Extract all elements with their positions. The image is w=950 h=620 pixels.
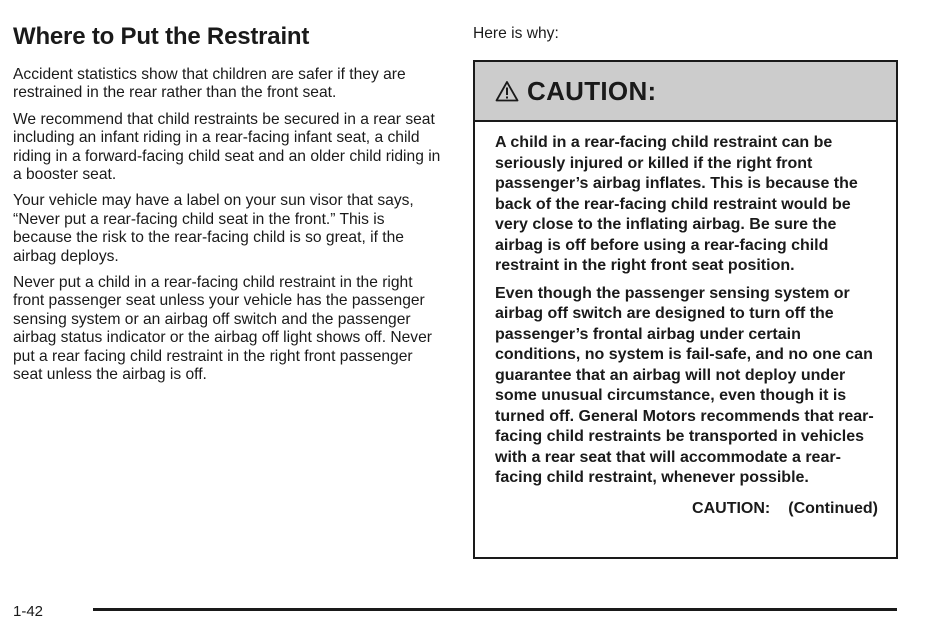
body-paragraph: We recommend that child restraints be secured in a rear seat including an infant riding in a rear-facing infant seat, a child riding in a forward-facing child seat and an older child riding in a booster seat.: [13, 110, 441, 184]
caution-continued-label: CAUTION:: [692, 499, 771, 517]
caution-title: CAUTION:: [527, 75, 657, 106]
warning-triangle-icon: [495, 80, 519, 102]
caution-continued-note: (Continued): [788, 499, 878, 517]
page-number: 1-42: [13, 603, 44, 620]
caution-continued: [495, 499, 878, 519]
caution-box: [473, 60, 898, 559]
footer-divider: [93, 608, 897, 611]
body-paragraph: Never put a child in a rear-facing child restraint in the right front passenger seat unless your vehicle has the passenger sensing system or an airbag off switch and the passenger airbag status indicator or the airbag off light shows off. Never put a rear facing child restraint in the right front passenger seat unless the airbag is off.: [13, 274, 432, 384]
right-intro-text: Here is why:: [473, 25, 559, 42]
caution-paragraph: A child in a rear-facing child restraint can be seriously injured or killed if the right front passenger’s airbag inflates. This is because the back of the rear-facing child restraint would be very close to the inflating airbag. Be sure the airbag is off before using a rear-facing child restraint in the right front seat position.: [495, 134, 858, 274]
body-paragraph: Accident statistics show that children are safer if they are restrained in the rear rather than the front seat.: [13, 66, 406, 102]
left-column: [13, 22, 445, 393]
page-title: Where to Put the Restraint: [13, 23, 310, 50]
caution-body: [475, 122, 896, 519]
caution-paragraph: Even though the passenger sensing system or airbag off switch are designed to turn off the passenger’s frontal airbag under certain conditions, no system is fail-safe, and no one can guarantee that an airbag will not deploy under some unusual circumstance, even though it is turned off. General Motors recommends that rear-facing child restraints be transported in vehicles with a rear seat that will accommodate a rear-facing child restraint, whenever possible.: [495, 284, 874, 486]
caution-header: [475, 62, 896, 122]
body-paragraph: Your vehicle may have a label on your sun visor that says, “Never put a rear-facing child seat in the front.” This is because the risk to the rear-facing child is so great, if the airbag deploys.: [13, 192, 414, 265]
